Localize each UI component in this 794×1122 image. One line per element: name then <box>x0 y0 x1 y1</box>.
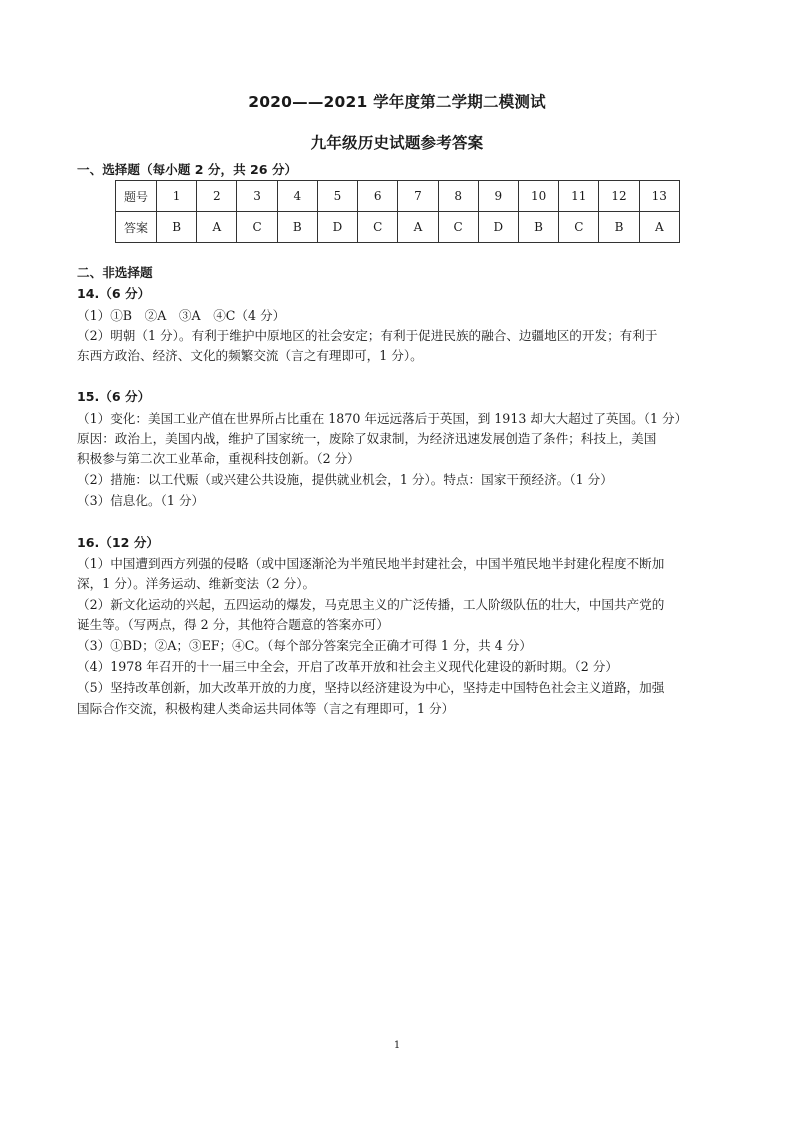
document-title: 2020——2021 学年度第二学期二模测试 <box>248 93 546 111</box>
table-cell: C <box>559 212 599 243</box>
table-cell: 4 <box>277 181 317 212</box>
table-cell: 13 <box>639 181 679 212</box>
table-cell: 10 <box>518 181 558 212</box>
table-row-numbers <box>116 181 680 212</box>
question-15-line: （1）变化：美国工业产值在世界所占比重在 1870 年远远落后于英国，到 1913 却大大超过了英国。（1 分） <box>77 411 688 426</box>
table-cell: B <box>518 212 558 243</box>
question-15-line: 原因：政治上，美国内战，维护了国家统一，废除了奴隶制，为经济迅速发展创造了条件；科技上，美国 <box>77 431 657 446</box>
table-cell: 7 <box>398 181 438 212</box>
table-cell: C <box>438 212 478 243</box>
document-subtitle: 九年级历史试题参考答案 <box>310 134 484 152</box>
question-16-line: （5）坚持改革创新，加大改革开放的力度，坚持以经济建设为中心，坚持走中国特色社会主义道路，加强 <box>77 680 665 695</box>
question-16-line: （3）①BD；②A；③EF；④C。（每个部分答案完全正确才可得 1 分，共 4 分） <box>77 638 532 653</box>
question-16-line: 诞生等。（写两点，得 2 分，其他符合题意的答案亦可） <box>77 617 389 632</box>
table-cell: 1 <box>157 181 197 212</box>
table-cell: 3 <box>237 181 277 212</box>
table-cell: B <box>277 212 317 243</box>
table-cell: A <box>197 212 237 243</box>
table-cell: 12 <box>599 181 639 212</box>
table-cell: 11 <box>559 181 599 212</box>
table-cell: 9 <box>478 181 518 212</box>
section2-heading: 二、非选择题 <box>77 265 153 280</box>
table-cell: B <box>599 212 639 243</box>
question-14-line: （2）明朝（1 分）。有利于维护中原地区的社会安定；有利于促进民族的融合、边疆地区的开发；有利于 <box>77 328 658 343</box>
question-14-line: （1）①B ②A ③A ④C（4 分） <box>77 308 286 323</box>
table-cell: 5 <box>317 181 357 212</box>
table-row-answers <box>116 212 680 243</box>
question-16-line: 深，1 分）。洋务运动、维新变法（2 分）。 <box>77 576 316 591</box>
table-row-label: 答案 <box>116 212 157 243</box>
table-cell: D <box>317 212 357 243</box>
question-15-heading: 15.（6 分） <box>77 389 151 404</box>
question-14-heading: 14.（6 分） <box>77 286 151 301</box>
table-cell: 8 <box>438 181 478 212</box>
page-number: 1 <box>393 1040 401 1051</box>
question-14-line: 东西方政治、经济、文化的频繁交流（言之有理即可，1 分）。 <box>77 348 423 363</box>
table-cell: C <box>237 212 277 243</box>
question-16-line: 国际合作交流，积极构建人类命运共同体等（言之有理即可，1 分） <box>77 701 455 716</box>
table-cell: A <box>398 212 438 243</box>
question-16-heading: 16.（12 分） <box>77 535 160 550</box>
section1-heading: 一、选择题（每小题 2 分，共 26 分） <box>77 162 298 177</box>
table-cell: 2 <box>197 181 237 212</box>
question-15-line: 积极参与第二次工业革命，重视科技创新。（2 分） <box>77 451 360 466</box>
question-15-line: （3）信息化。（1 分） <box>77 493 205 508</box>
table-cell: 6 <box>358 181 398 212</box>
table-cell: D <box>478 212 518 243</box>
table-cell: A <box>639 212 679 243</box>
question-15-line: （2）措施：以工代赈（或兴建公共设施，提供就业机会，1 分）。特点：国家干预经济。（1 分） <box>77 472 613 487</box>
question-16-line: （4）1978 年召开的十一届三中全会，开启了改革开放和社会主义现代化建设的新时期。（2 分） <box>77 659 618 674</box>
answer-table <box>115 180 680 243</box>
question-16-line: （2）新文化运动的兴起，五四运动的爆发，马克思主义的广泛传播，工人阶级队伍的壮大，中国共产党的 <box>77 597 665 612</box>
table-cell: C <box>358 212 398 243</box>
table-cell: B <box>157 212 197 243</box>
question-16-line: （1）中国遭到西方列强的侵略（或中国逐渐沦为半殖民地半封建社会，中国半殖民地半封建化程度不断加 <box>77 556 665 571</box>
table-row-label: 题号 <box>116 181 157 212</box>
